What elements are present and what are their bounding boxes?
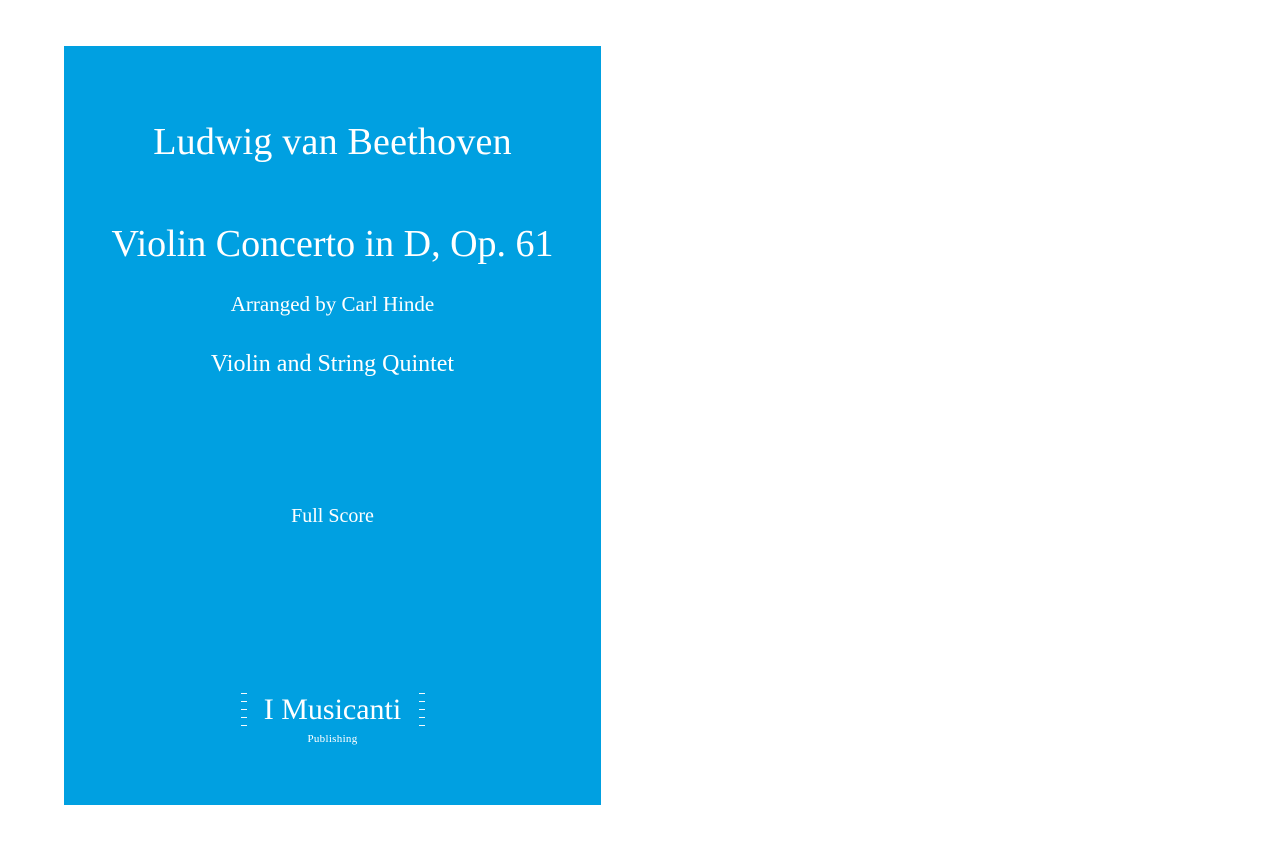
instrumentation: Violin and String Quintet	[210, 351, 455, 377]
publisher-subtitle: Publishing	[307, 733, 358, 745]
publisher-name: I Musicanti	[247, 687, 419, 733]
score-cover	[64, 46, 601, 805]
publisher-block	[64, 687, 601, 759]
arranger-credit: Arranged by Carl Hinde	[230, 292, 435, 316]
composer-name: Ludwig van Beethoven	[153, 121, 512, 163]
work-title: Violin Concerto in D, Op. 61	[111, 223, 554, 265]
publisher-logo	[241, 687, 425, 733]
score-type: Full Score	[291, 505, 374, 527]
